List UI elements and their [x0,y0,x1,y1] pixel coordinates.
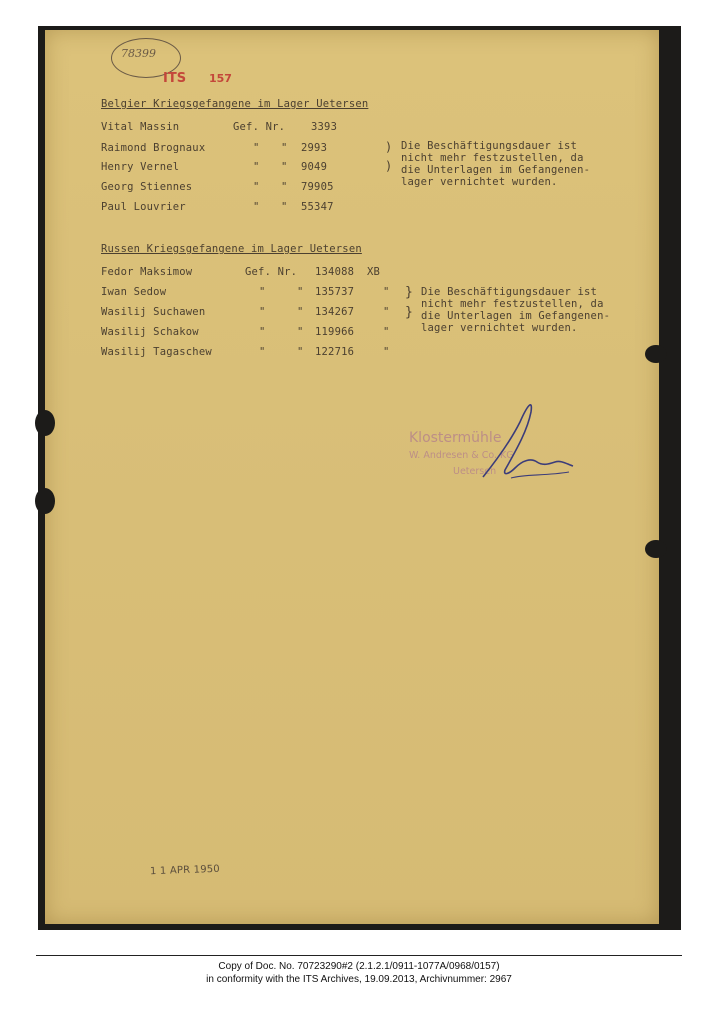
ditto-mark: " [383,286,390,298]
note-line: lager vernichtet wurden. [401,176,558,188]
prisoner-number: 79905 [301,181,334,193]
ditto-mark: " [281,161,288,173]
ditto-mark: " [259,286,266,298]
ditto-mark: " [297,346,304,358]
bracket-mark: ) [385,140,393,154]
section2-heading: Russen Kriegsgefangene im Lager Uetersen [101,243,362,255]
its-number: 157 [209,72,232,85]
prisoner-name: Georg Stiennes [101,181,193,193]
bracket-mark: ) [385,159,393,173]
ditto-mark: " [259,306,266,318]
stamp-company-line: W. Andresen & Co. KG [409,450,514,461]
footer-line2: in conformity with the ITS Archives, 19.09.2013, Archivnummer: 2967 [206,974,512,985]
note-line: die Unterlagen im Gefangenen- [421,310,611,322]
ditto-mark: " [297,326,304,338]
prisoner-number: 135737 [315,286,355,298]
signature-icon [465,392,585,492]
ditto-mark: " [383,326,390,338]
prisoner-number: 9049 [301,161,328,173]
prisoner-number: 134267 [315,306,355,318]
ditto-mark: " [383,306,390,318]
prisoner-name: Paul Louvrier [101,201,186,213]
prisoner-name: Henry Vernel [101,161,180,173]
punch-hole [35,488,55,514]
prisoner-name: Wasilij Suchawen [101,306,206,318]
row-mark: XB [367,266,381,278]
ditto-mark: " [383,346,390,358]
prisoner-number: 3393 [311,121,338,133]
prisoner-number: 2993 [301,142,328,154]
ditto-mark: " [297,306,304,318]
ditto-mark: " [253,142,260,154]
punch-hole [645,345,667,363]
stamp-company-name: Klostermühle [409,430,502,446]
bracket-mark: } [405,305,413,320]
prisoner-name: Wasilij Tagaschew [101,346,212,358]
prisoner-name: Vital Massin [101,121,180,133]
note-line: lager vernichtet wurden. [421,322,578,334]
ditto-mark: " [281,181,288,193]
ditto-mark: " [281,201,288,213]
archive-ref-number: 78399 [121,47,156,60]
its-mark: ITS [163,71,187,86]
note-line: nicht mehr festzustellen, da [421,298,604,310]
note-line: die Unterlagen im Gefangenen- [401,164,591,176]
note-line: Die Beschäftigungsdauer ist [421,286,598,298]
ditto-mark: " [259,326,266,338]
prisoner-name: Wasilij Schakow [101,326,199,338]
ditto-mark: " [281,142,288,154]
ditto-mark: " [253,201,260,213]
footer-divider [36,955,682,956]
date-stamp: 1 1 APR 1950 [149,863,221,878]
prisoner-number: 55347 [301,201,334,213]
ditto-mark: " [259,346,266,358]
prisoner-number: 122716 [315,346,355,358]
note-line: Die Beschäftigungsdauer ist [401,140,578,152]
note-line: nicht mehr festzustellen, da [401,152,584,164]
footer-line1: Copy of Doc. No. 70723290#2 (2.1.2.1/0911-1077A/0968/0157) [218,961,500,972]
prisoner-label: Gef. Nr. [233,121,286,133]
stamp-city: Uetersen [453,466,497,477]
ditto-mark: " [297,286,304,298]
section1-heading: Belgier Kriegsgefangene im Lager Uetersen [101,98,369,110]
prisoner-name: Fedor Maksimow [101,266,193,278]
prisoner-number: 119966 [315,326,355,338]
ditto-mark: " [253,181,260,193]
document-paper [45,30,659,924]
prisoner-name: Iwan Sedow [101,286,167,298]
ditto-mark: " [253,161,260,173]
prisoner-number: 134088 [315,266,355,278]
bracket-mark: } [405,285,413,300]
prisoner-label: Gef. Nr. [245,266,298,278]
punch-hole [35,410,55,436]
punch-hole [645,540,667,558]
prisoner-name: Raimond Brognaux [101,142,206,154]
